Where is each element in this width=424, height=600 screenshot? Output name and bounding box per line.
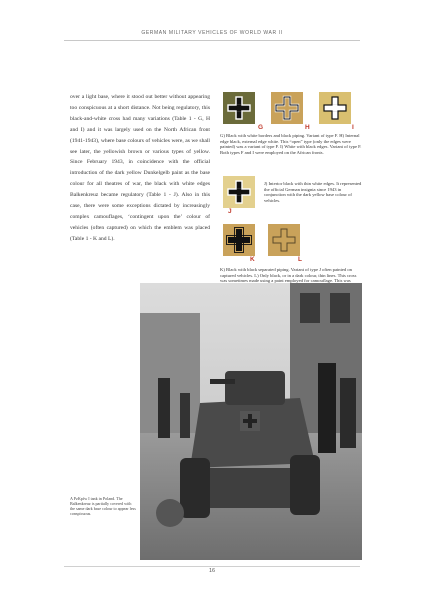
cross-i-label: I xyxy=(352,124,354,131)
cross-g-label: G xyxy=(258,124,264,131)
body-text: over a light base, where it stood out better without appearing too conspicuous at a short distance. Not being regulatory, this black-and-white cross had many variations (Table 1 - G, H and I) and it was largely used on the North African front (1941-1943), where base colours of vehicles were, as we shall see later, the yellowish brown or various types of yellow. Since February 1943, in coincidence with the official introduction of the dark yellow Dunkelgelb paint as the base colour for all theatres of war, the black with white edges Balkenkreuz became regulatory (Table 1 - J). Also in this case, there were some exceptions dictated by increasingly complex camouflages, ‘contingent upon the’ colour of vehicles (often captured) on which the emblem was placed (Table 1 - K and L). xyxy=(70,94,210,242)
cross-i-icon xyxy=(319,92,351,124)
cross-h-icon xyxy=(271,92,303,124)
caption-j: J) Interior black with thin white edges. It represented the official German insignia since 1943 in conjunction with the dark yellow base colour of vehicles. xyxy=(264,181,362,203)
header-rule xyxy=(64,40,360,41)
cross-j-label: J xyxy=(228,208,232,215)
caption-kl: K) Black with black separated piping. Variant of type J often painted on captured vehicles. L) Only black, or in a dark colour, thin lines. This cross was sometimes made using a paint employed for camouflage. This was xyxy=(220,267,357,284)
cross-k-label: K xyxy=(250,256,255,263)
caption-ghi: G) Black with white borders and black piping. Variant of type F. H) Internal edge black, external edge white. This “open” type (only the edges were painted) was a variant of type F. I) White with black edges. Variant of type F. Both types F and I were employed on the African fronts. xyxy=(220,133,362,155)
cross-l-icon xyxy=(268,224,300,256)
cross-h-label: H xyxy=(305,124,310,131)
cross-j-icon xyxy=(223,176,255,208)
running-header: GERMAN MILITARY VEHICLES OF WORLD WAR II xyxy=(141,30,283,36)
tank-photo xyxy=(140,283,362,560)
cross-k-icon xyxy=(223,224,255,256)
cross-g-icon xyxy=(223,92,255,124)
page-number: 16 xyxy=(208,568,216,574)
footer-rule xyxy=(64,566,360,567)
cross-l-label: L xyxy=(298,256,302,263)
photo-caption: A PzKpfw I tank in Poland. The Balkenkreuz is partially covered with the same dark base colour to appear less conspicuous. xyxy=(70,496,136,516)
